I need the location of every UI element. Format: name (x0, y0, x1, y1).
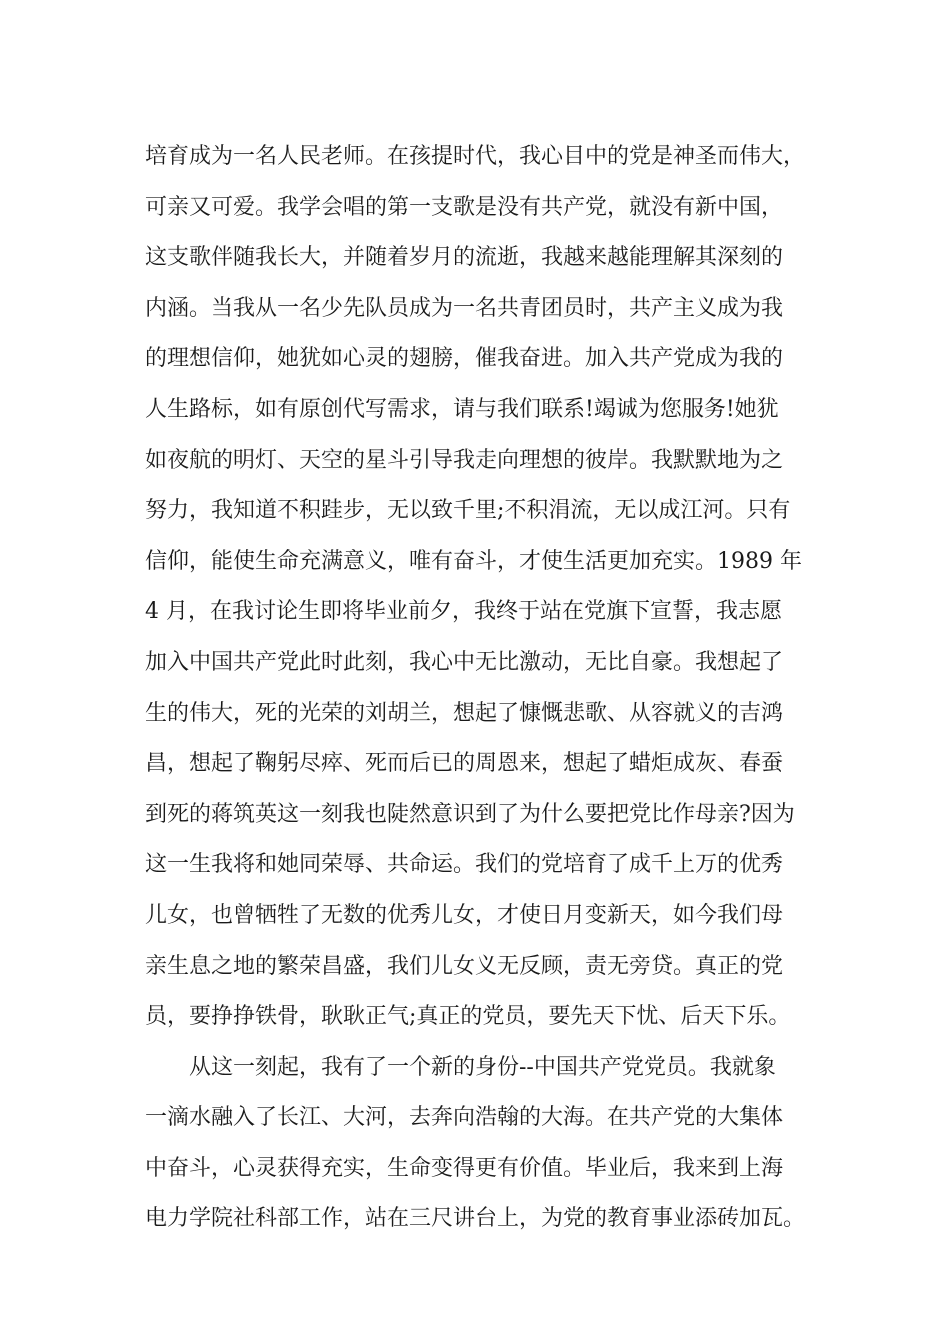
paragraph-first-line: 从这一刻起，我有了一个新的身份--中国共产党党员。我就象 (189, 1054, 776, 1080)
text-line: 培育成为一名人民老师。在孩提时代，我心目中的党是神圣而伟大， (145, 144, 806, 169)
text-line: 电力学院社科部工作，站在三尺讲台上，为党的教育事业添砖加瓦。 (145, 1206, 806, 1232)
text-line: 亲生息之地的繁荣昌盛，我们儿女义无反顾，责无旁贷。真正的党 (145, 953, 784, 979)
text-line: 一滴水融入了长江、大河，去奔向浩翰的大海。在共产党的大集体 (145, 1105, 784, 1131)
text-line: 4 月，在我讨论生即将毕业前夕，我终于站在党旗下宣誓，我志愿 (145, 599, 782, 625)
text-line: 如夜航的明灯、天空的星斗引导我走向理想的彼岸。我默默地为之 (145, 447, 784, 473)
text-line: 中奋斗，心灵获得充实，生命变得更有价值。毕业后，我来到上海 (145, 1155, 784, 1181)
text-line: 到死的蒋筑英这一刻我也陡然意识到了为什么要把党比作母亲?因为 (145, 801, 795, 827)
text-line: 这支歌伴随我长大，并随着岁月的流逝，我越来越能理解其深刻的 (145, 245, 784, 271)
text-line: 昌，想起了鞠躬尽瘁、死而后已的周恩来，想起了蜡炬成灰、春蚕 (145, 751, 784, 777)
text-line: 儿女，也曾牺牲了无数的优秀儿女，才使日月变新天，如今我们母 (145, 902, 784, 928)
text-line: 这一生我将和她同荣辱、共命运。我们的党培育了成千上万的优秀 (145, 852, 784, 878)
text-line: 人生路标，如有原创代写需求，请与我们联系!竭诚为您服务!她犹 (145, 396, 779, 422)
text-line: 生的伟大，死的光荣的刘胡兰，想起了慷慨悲歌、从容就义的吉鸿 (145, 700, 784, 726)
body-text (145, 132, 835, 1245)
text-line: 信仰，能使生命充满意义，唯有奋斗，才使生活更加充实。1989 年 (145, 548, 802, 574)
text-line: 的理想信仰，她犹如心灵的翅膀，催我奋进。加入共产党成为我的 (145, 346, 784, 372)
text-line: 员，要挣挣铁骨，耿耿正气;真正的党员，要先天下忧、后天下乐。 (145, 1004, 791, 1030)
text-line: 努力，我知道不积跬步，无以致千里;不积涓流，无以成江河。只有 (145, 498, 791, 524)
text-line: 加入中国共产党此时此刻，我心中无比激动，无比自豪。我想起了 (145, 649, 784, 675)
text-line: 可亲又可爱。我学会唱的第一支歌是没有共产党，就没有新中国， (145, 194, 784, 220)
text-line: 内涵。当我从一名少先队员成为一名共青团员时，共产主义成为我 (145, 295, 784, 321)
